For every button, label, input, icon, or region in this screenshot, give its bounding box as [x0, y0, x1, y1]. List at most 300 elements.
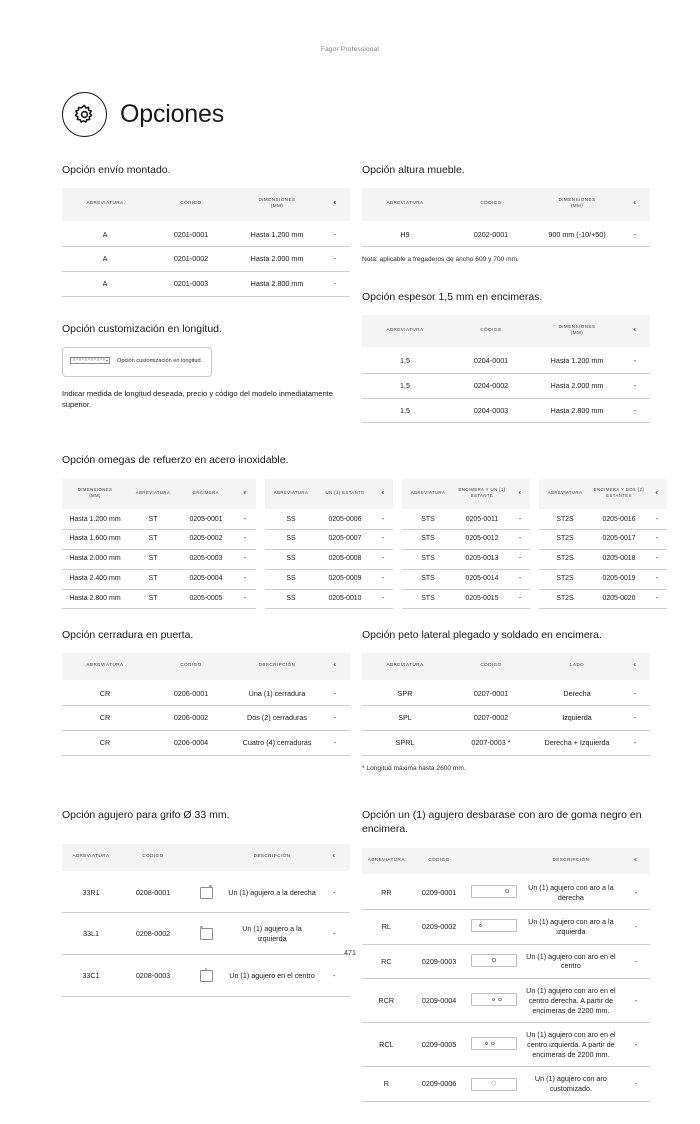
cell-abreviatura-3: STS — [402, 530, 454, 550]
cell-codigo: 0202-0001 — [448, 221, 534, 247]
section-title: Opción agujero para grifo Ø 33 mm. — [62, 809, 230, 822]
table-row — [62, 247, 350, 272]
spacer — [530, 569, 539, 589]
left-column-3 — [62, 809, 350, 1124]
cell-abreviatura-3: STS — [402, 589, 454, 609]
cell-codigo-2: 0205-0010 — [317, 589, 373, 609]
table-row — [62, 221, 350, 247]
cell-abreviatura: A — [62, 271, 148, 296]
agujero-aro-table — [362, 848, 650, 1102]
cell-euro-1: - — [234, 530, 256, 550]
col-icon — [186, 844, 226, 870]
col-abreviatura: ABREVIATURA — [362, 188, 448, 220]
spacer — [393, 479, 402, 509]
section-title: Opción envío montado. — [62, 164, 171, 176]
col-euro: € — [622, 848, 650, 874]
cell-euro-3: - — [518, 515, 522, 523]
section-altura-mueble — [362, 164, 650, 265]
cell-euro: - — [622, 1023, 650, 1067]
col-abreviatura: ABREVIATURA — [62, 653, 148, 679]
cell-codigo-4: 0205-0019 — [591, 569, 647, 589]
cell-euro: - — [634, 887, 637, 897]
envio-table — [62, 188, 350, 297]
cell-descripcion: Un (1) agujero con aro en el centro — [520, 944, 621, 978]
table-row — [62, 589, 667, 609]
table-header-row — [62, 653, 350, 679]
section-agujero-grifo — [62, 809, 350, 997]
peto-note: * Longitud máxima hasta 2600 mm. — [362, 764, 466, 772]
cell-codigo-1: 0205-0002 — [178, 530, 234, 550]
col-encimera: ENCIMERA — [178, 479, 234, 509]
customizacion-paragraph: Indicar medida de longitud deseada, precio y código del modelo inmediatamente superior. — [62, 388, 334, 410]
col-encimera-un-estante: ENCIMERA Y UN (1) ESTANTE — [454, 479, 510, 509]
cell-codigo: 0206-0002 — [148, 706, 234, 731]
section-title: Opción peto lateral plegado y soldado en encimera. — [362, 629, 602, 642]
cell-descripcion: Cuatro (4) cerraduras — [234, 731, 320, 756]
altura-note: Nota: aplicable a fregaderos de ancho 600 y 700 mm. — [362, 256, 519, 264]
cell-euro-4: - — [655, 515, 659, 523]
ring-hole-center-right-icon — [467, 979, 520, 1023]
cell-euro: - — [620, 221, 650, 247]
cell-descripcion: Un (1) agujero con aro a la derecha — [528, 882, 614, 902]
cell-descripcion: Dos (2) cerraduras — [234, 706, 320, 731]
cell-dimensiones: Hasta 2.800 mm — [62, 589, 128, 609]
cell-abreviatura: RL — [362, 910, 411, 944]
spacer — [530, 530, 539, 550]
cell-codigo: 0209-0002 — [411, 910, 468, 944]
spacer — [530, 550, 539, 570]
cell-codigo-1: 0205-0004 — [178, 569, 234, 589]
cell-codigo: 0201-0003 — [148, 271, 234, 296]
cell-abreviatura-1: ST — [128, 589, 178, 609]
table-row — [362, 347, 650, 373]
section-title: Opción altura mueble. — [362, 164, 465, 176]
left-column-2 — [62, 629, 350, 795]
col-codigo: CÓDIGO — [148, 653, 234, 679]
table-header-row — [362, 653, 650, 679]
spacer — [256, 569, 265, 589]
cell-codigo: 0209-0001 — [421, 887, 457, 897]
cell-euro-4: - — [647, 589, 667, 609]
spacer — [256, 530, 265, 550]
col-encimera-dos-estantes: ENCIMERA Y DOS (2) ESTANTES — [591, 479, 647, 509]
cell-dimensiones: Hasta 2.000 mm — [234, 247, 320, 272]
ring-hole-custom-icon: ⬡ — [467, 1067, 520, 1101]
cell-dimensiones: 900 mm (-10/+50) — [534, 221, 620, 247]
cell-codigo: 0204-0002 — [448, 373, 534, 398]
cell-abreviatura-1: ST — [128, 530, 178, 550]
cell-codigo: 0207-0003 * — [448, 731, 534, 756]
cell-dimensiones: Hasta 1.200 mm — [550, 356, 604, 366]
col-euro-4: € — [647, 479, 667, 509]
section-omegas — [62, 454, 659, 609]
col-euro: € — [320, 188, 350, 220]
col-descripcion: DESCRIPCIÓN — [234, 653, 320, 679]
bottom-two-column-region — [62, 809, 642, 1124]
cell-abreviatura: SPR — [397, 688, 413, 698]
section-title: Opción customización en longitud. — [62, 322, 222, 335]
table-header-row — [62, 844, 350, 870]
table-row — [362, 1023, 650, 1067]
cell-codigo: 0208-0001 — [135, 887, 171, 897]
table-header-row — [62, 188, 350, 220]
cell-euro: - — [320, 731, 350, 756]
col-dimensiones: DIMENSIONES (MM) — [534, 315, 620, 347]
right-column-3 — [362, 809, 650, 1124]
cell-euro: - — [622, 910, 650, 944]
cell-codigo-2: 0205-0009 — [317, 569, 373, 589]
cell-euro: - — [622, 1067, 650, 1101]
cell-codigo-3: 0205-0013 — [454, 550, 510, 570]
cell-codigo-1: 0205-0005 — [178, 589, 234, 609]
col-abreviatura: ABREVIATURA — [362, 315, 448, 347]
table-row — [62, 569, 667, 589]
col-euro: € — [620, 653, 650, 679]
cell-codigo-1: 0205-0003 — [178, 550, 234, 570]
table-row — [62, 509, 667, 530]
gear-icon — [62, 92, 107, 137]
left-column — [62, 164, 350, 445]
cell-descripcion: Un (1) agujero con aro customizado. — [520, 1067, 621, 1101]
cell-euro: - — [620, 398, 650, 423]
cell-codigo: 0209-0004 — [411, 979, 468, 1023]
spacer — [256, 589, 265, 609]
col-euro-2: € — [373, 479, 393, 509]
right-column-2 — [362, 629, 650, 795]
cell-euro-2: - — [373, 589, 393, 609]
cell-dimensiones: Hasta 2.800 mm — [234, 271, 320, 296]
col-euro: € — [620, 315, 650, 347]
cell-dimensiones: Hasta 2.800 mm — [534, 398, 620, 423]
table-row — [362, 680, 650, 706]
col-dimensiones: DIMENSIONES (MM) — [234, 188, 320, 220]
table-row — [362, 979, 650, 1023]
spacer — [393, 509, 402, 530]
ring-hole-right-icon — [467, 874, 520, 910]
table-row — [62, 530, 667, 550]
cell-codigo-2: 0205-0008 — [317, 550, 373, 570]
cell-euro-4: - — [647, 550, 667, 570]
cell-euro-3: - — [510, 569, 530, 589]
col-abreviatura: ABREVIATURA — [362, 653, 448, 679]
cell-dimensiones: Hasta 2.000 mm — [534, 373, 620, 398]
cell-lado: Derecha — [563, 688, 591, 698]
table-row — [62, 955, 350, 997]
table-header-row — [362, 848, 650, 874]
table-row — [62, 550, 667, 570]
cell-abreviatura: 1,5 — [362, 373, 448, 398]
cell-abreviatura: RC — [362, 944, 411, 978]
spacer — [256, 550, 265, 570]
col-euro-1: € — [234, 479, 256, 509]
col-abreviatura-2: ABREVIATURA — [265, 479, 317, 509]
cell-euro-2: - — [373, 530, 393, 550]
cell-abreviatura-4: ST2S — [556, 515, 574, 523]
col-codigo: CÓDIGO — [448, 315, 534, 347]
spacer — [530, 589, 539, 609]
cell-abreviatura-4: ST2S — [539, 530, 591, 550]
col-abreviatura-1: ABREVIATURA — [128, 479, 178, 509]
col-un-estante: UN (1) ESTANTE — [317, 479, 373, 509]
cell-abreviatura-2: SS — [286, 515, 296, 523]
cell-codigo: 0201-0002 — [148, 247, 234, 272]
col-lado: LADO — [534, 653, 620, 679]
cell-euro: - — [320, 706, 350, 731]
chip-label: Opción customización en longitud. — [117, 358, 203, 364]
cell-dimensiones: Hasta 2.400 mm — [62, 569, 128, 589]
cell-abreviatura-2: SS — [265, 530, 317, 550]
cell-codigo-2: 0205-0007 — [317, 530, 373, 550]
cell-euro: - — [620, 706, 650, 731]
cell-abreviatura: CR — [62, 731, 148, 756]
cell-abreviatura-2: SS — [265, 569, 317, 589]
col-descripcion: DESCRIPCIÓN — [226, 844, 318, 870]
cell-euro-2: - — [373, 569, 393, 589]
cell-abreviatura: 1,5 — [400, 356, 410, 366]
square-hole-right-icon — [186, 871, 226, 913]
cell-abreviatura: 33R1 — [82, 887, 100, 897]
section-cerradura — [62, 629, 350, 755]
cell-codigo: 0204-0003 — [448, 398, 534, 423]
cell-abreviatura: 33C1 — [62, 955, 120, 997]
spacer — [393, 589, 402, 609]
cell-abreviatura-1: ST — [128, 569, 178, 589]
cell-euro-3: - — [510, 550, 530, 570]
cell-codigo: 0209-0003 — [411, 944, 468, 978]
cell-descripcion: Un (1) agujero con aro en el centro derecha. A partir de encimeras de 2200 mm. — [520, 979, 621, 1023]
cell-abreviatura: RCR — [362, 979, 411, 1023]
cell-descripcion: Un (1) agujero a la derecha — [228, 887, 316, 897]
cell-euro: - — [333, 229, 337, 239]
table-row — [362, 373, 650, 398]
cell-abreviatura-2: SS — [265, 550, 317, 570]
col-codigo: CÓDIGO — [448, 653, 534, 679]
cell-dimensiones: Hasta 2.000 mm — [62, 550, 128, 570]
spacer — [256, 479, 265, 509]
section-title: Opción omegas de refuerzo en acero inoxidable. — [62, 454, 289, 467]
cell-abreviatura: CR — [99, 688, 111, 698]
cell-abreviatura-4: ST2S — [539, 550, 591, 570]
section-title: Opción espesor 1,5 mm en encimeras. — [362, 290, 543, 303]
col-euro: € — [620, 188, 650, 220]
cell-abreviatura: 33L1 — [62, 913, 120, 955]
section-title: Opción un (1) agujero desbarase con aro de goma negro en encimera. — [362, 809, 642, 835]
cell-euro: - — [620, 731, 650, 756]
cell-codigo: 0206-0004 — [148, 731, 234, 756]
cell-euro: - — [633, 356, 637, 366]
spacer — [393, 550, 402, 570]
spacer — [393, 569, 402, 589]
table-header-row — [362, 315, 650, 347]
cell-codigo-4: 0205-0020 — [591, 589, 647, 609]
cell-codigo-3: 0205-0014 — [454, 569, 510, 589]
omegas-table — [62, 479, 667, 610]
cell-descripcion: Un (1) agujero a la izquierda — [226, 913, 318, 955]
col-codigo: CÓDIGO — [411, 848, 468, 874]
spacer — [256, 509, 265, 530]
cell-abreviatura-1: ST — [148, 515, 158, 523]
spacer — [393, 530, 402, 550]
cell-abreviatura: H9 — [362, 221, 448, 247]
top-two-column-region — [62, 164, 638, 445]
cell-dimensiones: Hasta 1.600 mm — [62, 530, 128, 550]
cell-abreviatura: CR — [62, 706, 148, 731]
col-abreviatura: ABREVIATURA — [362, 848, 411, 874]
col-euro: € — [320, 653, 350, 679]
cell-euro: - — [633, 688, 637, 698]
ruler-icon — [70, 353, 110, 371]
cell-codigo-3: 0205-0012 — [454, 530, 510, 550]
table-row — [362, 706, 650, 731]
col-icon — [467, 848, 520, 874]
cell-codigo-1: 0205-0001 — [189, 515, 223, 523]
table-row — [62, 271, 350, 296]
col-codigo: CÓDIGO — [148, 188, 234, 220]
cell-codigo-3: 0205-0015 — [454, 589, 510, 609]
table-header-row — [62, 479, 667, 509]
cell-codigo: 0208-0002 — [120, 913, 186, 955]
col-codigo: CÓDIGO — [120, 844, 186, 870]
page-number: 471 — [344, 950, 356, 957]
cell-dimensiones: Hasta 1.200 mm — [250, 229, 304, 239]
cell-euro-3: - — [510, 589, 530, 609]
cell-codigo: 0207-0002 — [448, 706, 534, 731]
running-head: Fagor Professional — [320, 46, 380, 53]
section-title: Opción cerradura en puerta. — [62, 629, 194, 642]
table-row — [362, 1067, 650, 1101]
cell-euro: - — [332, 887, 336, 897]
table-row — [362, 731, 650, 756]
table-header-row — [362, 188, 650, 220]
cell-euro: - — [333, 688, 337, 698]
table-row — [62, 913, 350, 955]
table-row — [362, 221, 650, 247]
spacer — [530, 479, 539, 509]
peto-table — [362, 653, 650, 755]
cell-euro: - — [320, 271, 350, 296]
cell-abreviatura: RR — [381, 887, 392, 897]
cell-codigo-4: 0205-0018 — [591, 550, 647, 570]
cell-abreviatura-1: ST — [128, 550, 178, 570]
cell-abreviatura: SPL — [362, 706, 448, 731]
cell-abreviatura-4: ST2S — [539, 569, 591, 589]
cell-lado: Izquierda — [534, 706, 620, 731]
cell-euro-1: - — [243, 515, 247, 523]
ring-hole-center-left-icon — [467, 1023, 520, 1067]
cell-abreviatura: SPRL — [362, 731, 448, 756]
cell-abreviatura-4: ST2S — [539, 589, 591, 609]
page-title-row — [62, 92, 638, 137]
col-abreviatura-4: ABREVIATURA — [539, 479, 591, 509]
cell-euro: - — [320, 247, 350, 272]
cell-codigo-3: 0205-0011 — [465, 515, 499, 523]
cell-euro-1: - — [234, 569, 256, 589]
cell-descripcion: Un (1) agujero con aro en el centro izquierda. A partir de encimeras de 2200 mm. — [520, 1023, 621, 1067]
section-envio-montado — [62, 164, 350, 297]
cell-codigo: 0208-0003 — [120, 955, 186, 997]
section-customizacion-longitud — [62, 323, 350, 411]
section-espesor — [362, 291, 650, 424]
cell-abreviatura-2: SS — [265, 589, 317, 609]
cell-abreviatura: A — [102, 229, 108, 239]
cell-descripcion: Un (1) agujero con aro a la izquierda — [520, 910, 621, 944]
cell-abreviatura: R — [362, 1067, 411, 1101]
table-row — [62, 871, 350, 913]
espesor-table — [362, 315, 650, 424]
page-title: Opciones — [120, 100, 225, 128]
cell-dimensiones: Hasta 1.200 mm — [69, 515, 121, 523]
spacer — [530, 509, 539, 530]
cell-codigo: 0204-0001 — [473, 356, 509, 366]
cell-descripcion: Un (1) agujero en el centro — [226, 955, 318, 997]
cerradura-table — [62, 653, 350, 755]
middle-two-column-region — [62, 629, 638, 795]
cell-codigo-4: 0205-0016 — [602, 515, 636, 523]
col-descripcion: DESCRIPCIÓN — [520, 848, 621, 874]
cell-abreviatura-3: STS — [402, 569, 454, 589]
cell-euro-3: - — [510, 530, 530, 550]
cell-abreviatura-3: STS — [402, 550, 454, 570]
square-hole-center-icon — [186, 955, 226, 997]
table-row — [362, 910, 650, 944]
section-peto-lateral — [362, 629, 650, 773]
right-column — [362, 164, 650, 445]
agujero-grifo-table — [62, 844, 350, 997]
col-codigo: CÓDIGO — [448, 188, 534, 220]
cell-euro-2: - — [381, 515, 385, 523]
ring-hole-left-icon — [467, 910, 520, 944]
cell-euro: - — [622, 979, 650, 1023]
cell-codigo: 0206-0001 — [173, 688, 209, 698]
table-row — [62, 680, 350, 706]
cell-abreviatura-3: STS — [421, 515, 435, 523]
square-hole-left-icon — [186, 913, 226, 955]
col-abreviatura: ABREVIATURA — [62, 188, 148, 220]
cell-euro: - — [622, 944, 650, 978]
cell-euro-1: - — [234, 550, 256, 570]
col-euro-3: € — [510, 479, 530, 509]
cell-codigo-2: 0205-0006 — [328, 515, 362, 523]
cell-lado: Derecha + Izquierda — [534, 731, 620, 756]
cell-euro-4: - — [647, 569, 667, 589]
table-row — [62, 731, 350, 756]
cell-euro-4: - — [647, 530, 667, 550]
cell-codigo-4: 0205-0017 — [591, 530, 647, 550]
cell-euro: - — [318, 955, 350, 997]
table-row — [362, 398, 650, 423]
cell-descripcion: Una (1) cerradura — [248, 688, 306, 698]
altura-table — [362, 188, 650, 247]
cell-abreviatura: A — [62, 247, 148, 272]
cell-abreviatura: 1,5 — [362, 398, 448, 423]
cell-codigo: 0201-0001 — [173, 229, 209, 239]
cell-euro-2: - — [373, 550, 393, 570]
cell-euro: - — [620, 373, 650, 398]
col-abreviatura-3: ABREVIATURA — [402, 479, 454, 509]
cell-codigo: 0209-0005 — [411, 1023, 468, 1067]
cell-abreviatura: RCL — [362, 1023, 411, 1067]
col-dimensiones: DIMENSIONES (MM) — [534, 188, 620, 220]
cell-euro: - — [318, 913, 350, 955]
col-euro: € — [318, 844, 350, 870]
table-row — [62, 706, 350, 731]
cell-codigo: 0209-0006 — [411, 1067, 468, 1101]
cell-codigo: 0207-0001 — [473, 688, 509, 698]
customizacion-chip — [62, 347, 212, 377]
cell-euro-1: - — [234, 589, 256, 609]
table-row — [362, 874, 650, 910]
col-dimensiones: DIMENSIONES (MM) — [62, 479, 128, 509]
